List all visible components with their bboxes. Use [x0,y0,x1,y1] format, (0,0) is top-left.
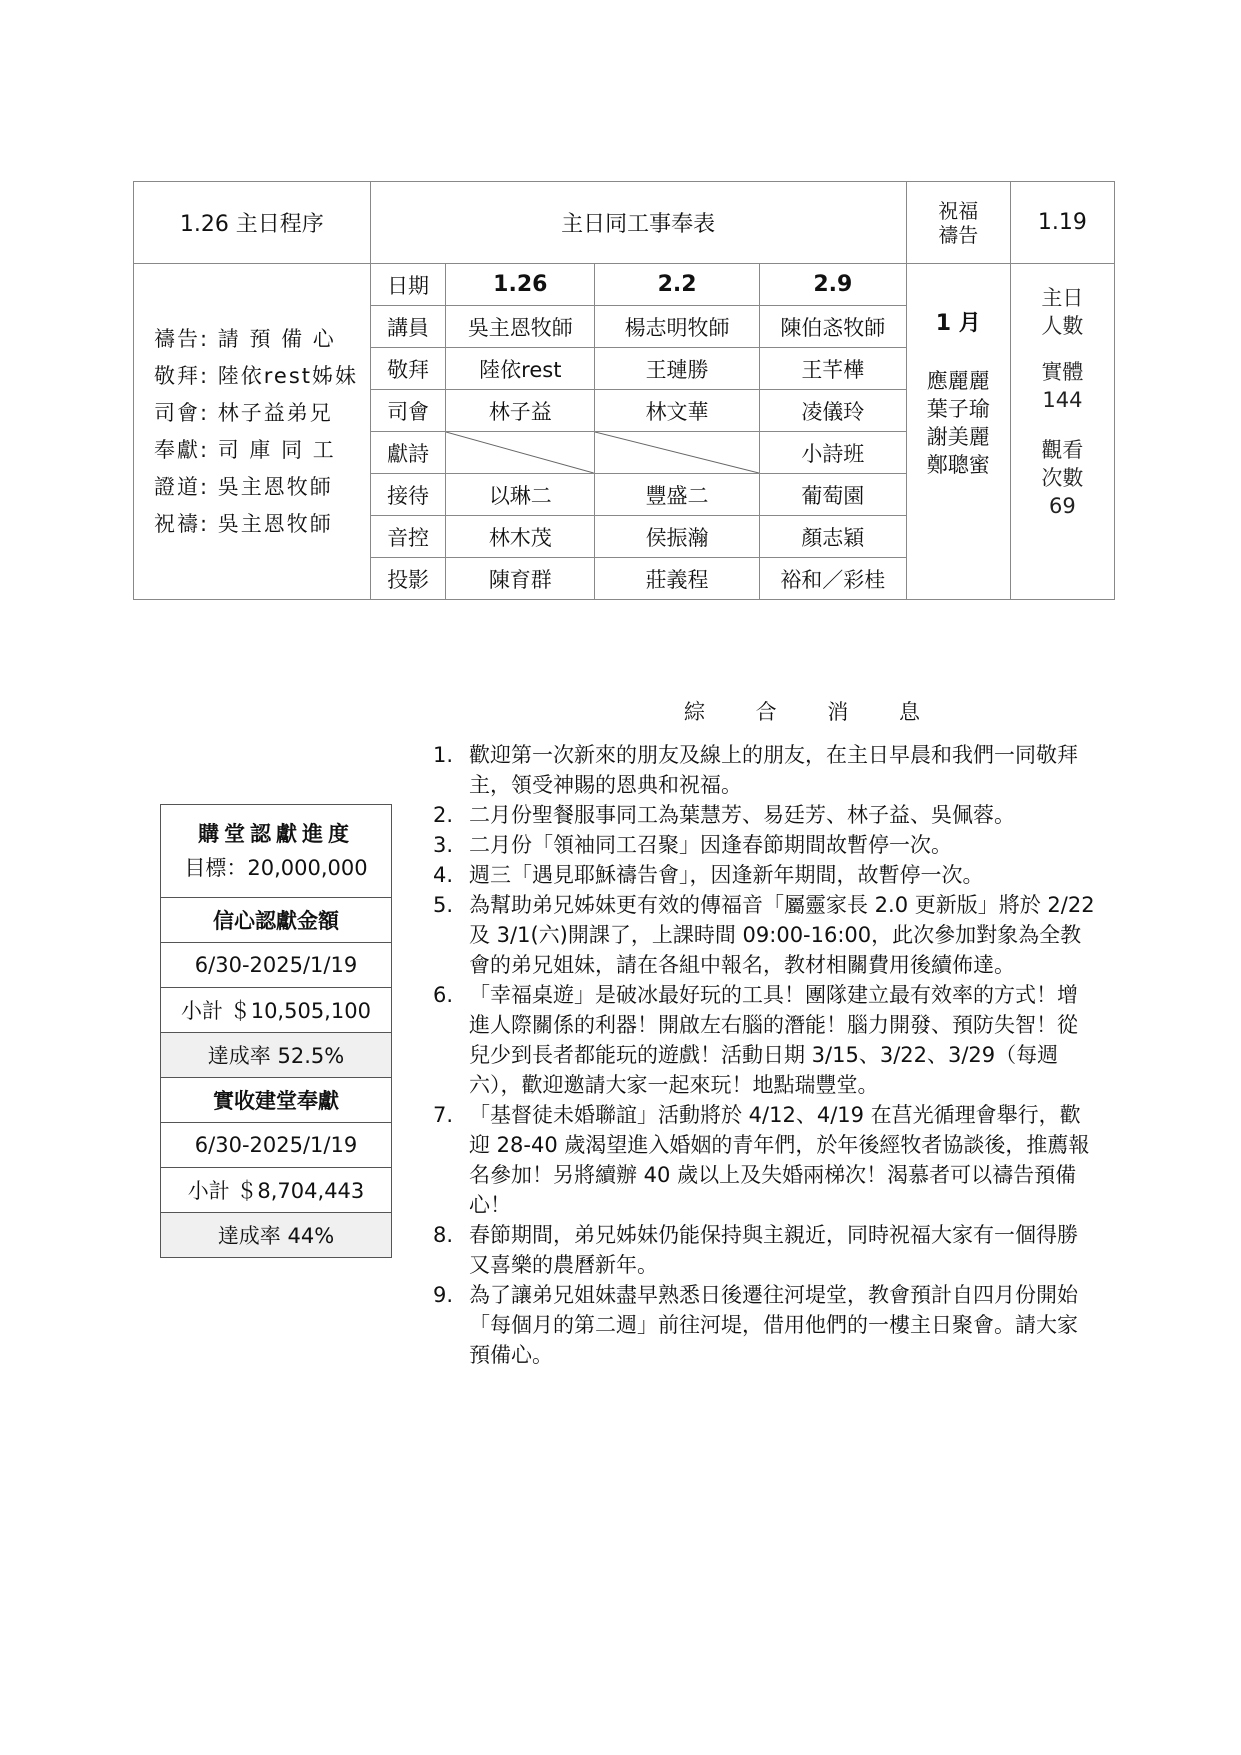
news-item [433,1280,1098,1370]
program-item: 奉獻: 司 庫 同 工 [154,437,336,462]
view-value: 69 [1049,494,1076,518]
roster-header: 主日同工事奉表 [370,182,906,264]
news-item [433,980,1098,1100]
program-cell [134,264,371,600]
empty-slash-cell [446,432,595,474]
news-item-number: 8. [433,1223,454,1247]
view-label-1: 觀看 [1041,438,1084,462]
news-item-text: 歡迎第一次新來的朋友及線上的朋友，在主日早晨和我們一同敬拜主，領受神賜的恩典和祝福。 [469,743,1078,797]
role-label: 司會 [370,390,446,432]
news-item-text: 為了讓弟兄姐妹盡早熟悉日後遷往河堤堂，教會預計自四月份開始「每個月的第二週」前往河堤，借用他們的一樓主日聚會。請大家預備心。 [469,1283,1078,1367]
fund-title: 購堂認獻進度 [198,822,354,846]
roster-name: 陳伯忞牧師 [759,306,906,348]
attendance-label-2: 人數 [1041,314,1084,338]
program-item: 敬拜: 陸依rest姊妹 [154,363,359,388]
roster-name: 以琳二 [446,474,595,516]
roster-name: 陸依rest [446,348,595,390]
bless-header [906,182,1010,264]
news-item-number: 9. [433,1283,454,1307]
news-item-number: 3. [433,833,454,857]
program-item: 證道: 吳主恩牧師 [154,474,333,499]
news-item [433,740,1098,800]
news-item [433,860,1098,890]
fund-goal: 目標：20,000,000 [184,856,368,880]
bless-cell [906,264,1010,600]
news-item [433,1100,1098,1220]
news-item-text: 為幫助弟兄姊妹更有效的傳福音「屬靈家長 2.0 更新版」將於 2/22 及 3/1(六)開課了，上課時間 09:00-16:00，此次參加對象為全教會的弟兄姐妹，請在各組中報名，教材相關費用後續佈達。 [469,893,1095,977]
roster-name: 王芊樺 [759,348,906,390]
news-item [433,1220,1098,1280]
attendance-header: 1.19 [1010,182,1114,264]
program-header: 1.26 主日程序 [134,182,371,264]
building-fund-progress-box [160,804,392,1258]
attendance-cell [1010,264,1114,600]
bless-names [907,367,1010,479]
news-item [433,890,1098,980]
program-item: 祝禱: 吳主恩牧師 [154,511,333,536]
role-label: 接待 [370,474,446,516]
diagonal-slash-line [446,432,594,473]
bless-name: 鄭聰蜜 [926,453,990,477]
role-label: 敬拜 [370,348,446,390]
roster-name: 莊義程 [595,558,760,600]
role-label: 音控 [370,516,446,558]
program-item: 禱告: 請 預 備 心 [154,326,336,351]
diagonal-slash-line [595,432,759,473]
roster-name: 豐盛二 [595,474,760,516]
news-item-number: 2. [433,803,454,827]
fund-title-cell [161,805,392,898]
role-label: 獻詩 [370,432,446,474]
physical-label: 實體 [1041,360,1084,384]
date-col-1: 1.26 [446,264,595,306]
empty-slash-cell [595,432,760,474]
news-item-number: 6. [433,983,454,1007]
roster-name: 吳主恩牧師 [446,306,595,348]
news-item-text: 「幸福桌遊」是破冰最好玩的工具！團隊建立最有效率的方式！增進人際關係的利器！開啟左右腦的潛能！腦力開發、預防失智！從兒少到長者都能玩的遊戲！活動日期 3/15、3/22、3/29（每週六），歡迎邀請大家一起來玩！地點瑞豐堂。 [469,983,1078,1097]
role-label: 講員 [370,306,446,348]
pledge-subtotal: 小計 ＄10,505,100 [161,988,392,1033]
news-item-text: 春節期間，弟兄姊妹仍能保持與主親近，同時祝福大家有一個得勝又喜樂的農曆新年。 [469,1223,1078,1277]
date-col-2: 2.2 [595,264,760,306]
pledge-label: 信心認獻金額 [161,898,392,943]
roster-name: 林木茂 [446,516,595,558]
role-label: 投影 [370,558,446,600]
news-item-text: 二月份聖餐服事同工為葉慧芳、易廷芳、林子益、吳佩蓉。 [469,803,1015,827]
physical-value: 144 [1042,388,1083,412]
news-item-number: 7. [433,1103,454,1127]
roster-name: 林子益 [446,390,595,432]
news-item-number: 5. [433,893,454,917]
roster-name: 陳育群 [446,558,595,600]
roster-name: 林文華 [595,390,760,432]
attendance-label-1: 主日 [1041,286,1084,310]
program-list [154,321,370,543]
date-col-3: 2.9 [759,264,906,306]
received-rate: 達成率 44% [161,1213,392,1258]
news-item-text: 「基督徒未婚聯誼」活動將於 4/12、4/19 在莒光循理會舉行，歡迎 28-40 歲渴望進入婚姻的青年們，於年後經牧者協談後，推薦報名參加！另將續辦 40 歲以上及失婚兩梯次！渴慕者可以禱告預備心！ [469,1103,1090,1217]
bless-name: 謝美麗 [926,425,990,449]
news-item-text: 週三「遇見耶穌禱告會」，因逢新年期間，故暫停一次。 [469,863,984,887]
roster-name: 凌儀玲 [759,390,906,432]
news-item [433,830,1098,860]
bless-month: 1 月 [935,311,981,336]
roster-name: 葡萄園 [759,474,906,516]
roster-name: 楊志明牧師 [595,306,760,348]
news-item [433,800,1098,830]
pledge-period: 6/30-2025/1/19 [161,943,392,988]
bless-name: 應麗麗 [926,369,990,393]
view-label-2: 次數 [1041,466,1084,490]
news-title: 綜 合 消 息 [684,700,943,724]
roster-name: 小詩班 [759,432,906,474]
program-item: 司會: 林子益弟兄 [154,400,333,425]
bless-header-text: 祝福 禱告 [938,198,979,247]
news-item-text: 二月份「領袖同工召聚」因逢春節期間故暫停一次。 [469,833,952,857]
received-label: 實收建堂奉獻 [161,1078,392,1123]
date-label: 日期 [370,264,446,306]
received-period: 6/30-2025/1/19 [161,1123,392,1168]
roster-name: 侯振瀚 [595,516,760,558]
roster-name: 裕和／彩桂 [759,558,906,600]
bless-name: 葉子瑜 [926,397,990,421]
news-list [433,740,1098,1370]
news-item-number: 4. [433,863,454,887]
service-schedule-table [133,181,1115,600]
news-item-number: 1. [433,743,454,767]
received-subtotal: 小計 ＄8,704,443 [161,1168,392,1213]
roster-name: 顏志穎 [759,516,906,558]
pledge-rate: 達成率 52.5% [161,1033,392,1078]
roster-name: 王璉勝 [595,348,760,390]
